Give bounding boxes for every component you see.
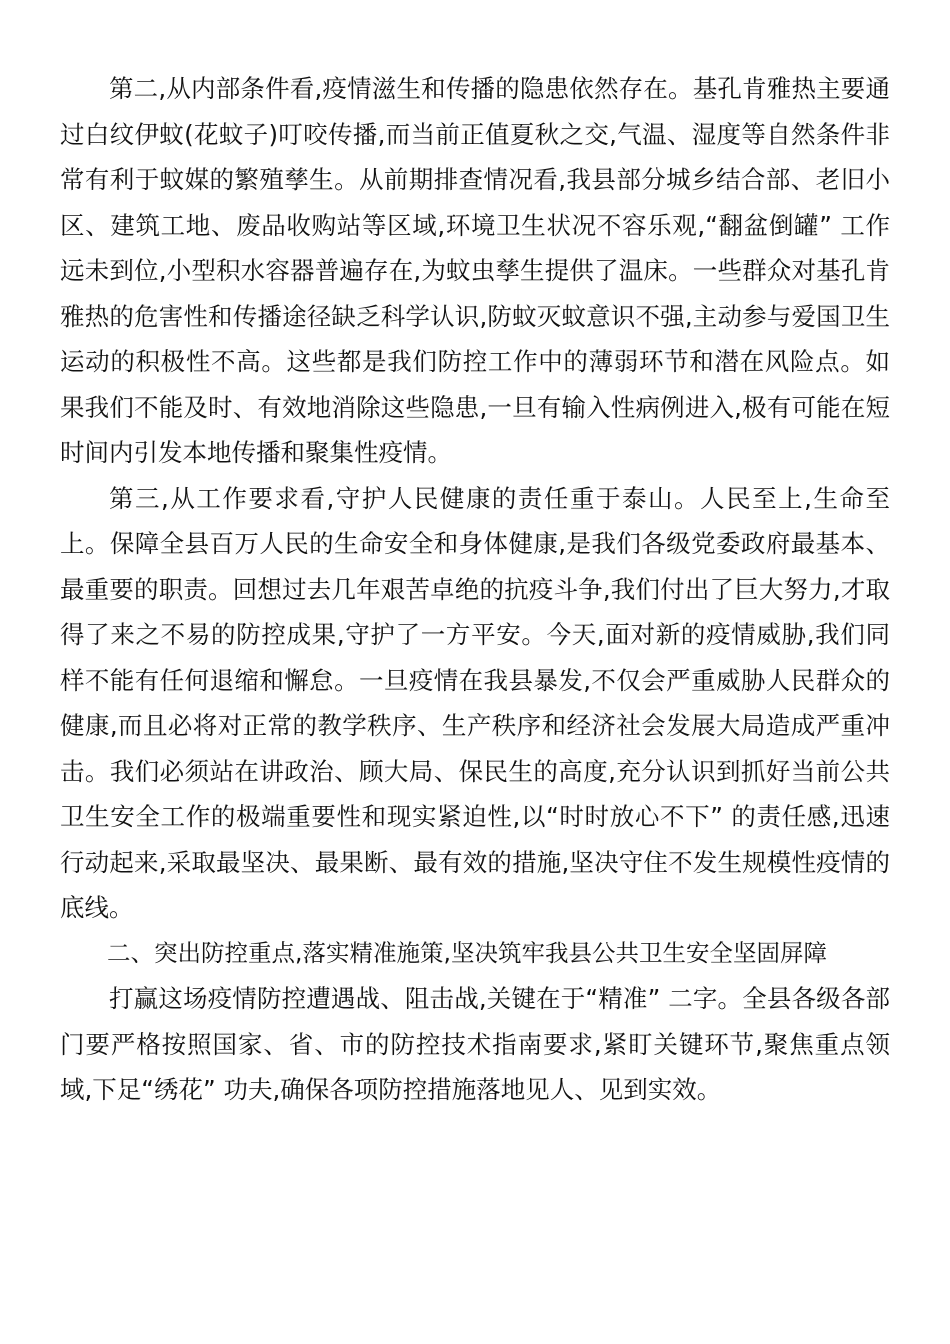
paragraph-precision-control: 打赢这场疫情防控遭遇战、阻击战,关键在于“精准” 二字。全县各级各部门要严格按照国家、省、市的防控技术指南要求,紧盯关键环节,聚焦重点领域,下足“绣花” 功夫,确保各项防控措施落地见人、见到实效。 [60, 984, 890, 1104]
section-heading: 二、突出防控重点,落实精准施策,坚决筑牢我县公共卫生安全坚固屏障 [107, 938, 827, 967]
document-page [60, 66, 890, 1113]
paragraph-work-requirements: 第三,从工作要求看,守护人民健康的责任重于泰山。人民至上,生命至上。保障全县百万人民的生命安全和身体健康,是我们各级党委政府最基本、最重要的职责。回想过去几年艰苦卓绝的抗疫斗争,我们付出了巨大努力,才取得了来之不易的防控成果,守护了一方平安。今天,面对新的疫情威胁,我们同样不能有任何退缩和懈怠。一旦疫情在我县暴发,不仅会严重威胁人民群众的健康,而且必将对正常的教学秩序、生产秩序和经济社会发展大局造成严重冲击。我们必须站在讲政治、顾大局、保民生的高度,充分认识到抓好当前公共卫生安全工作的极端重要性和现实紧迫性,以“时时放心不下” 的责任感,迅速行动起来,采取最坚决、最果断、最有效的措施,坚决守住不发生规模性疫情的底线。 [60, 483, 890, 922]
paragraph-internal-conditions: 第二,从内部条件看,疫情滋生和传播的隐患依然存在。基孔肯雅热主要通过白纹伊蚊(花蚊子)叮咬传播,而当前正值夏秋之交,气温、湿度等自然条件非常有利于蚊媒的繁殖孳生。从前期排查情况看,我县部分城乡结合部、老旧小区、建筑工地、废品收购站等区域,环境卫生状况不容乐观,“翻盆倒罐” 工作远未到位,小型积水容器普遍存在,为蚊虫孳生提供了温床。一些群众对基孔肯雅热的危害性和传播途径缺乏科学认识,防蚊灭蚊意识不强,主动参与爱国卫生运动的积极性不高。这些都是我们防控工作中的薄弱环节和潜在风险点。如果我们不能及时、有效地消除这些隐患,一旦有输入性病例进入,极有可能在短时间内引发本地传播和聚集性疫情。 [60, 74, 890, 467]
